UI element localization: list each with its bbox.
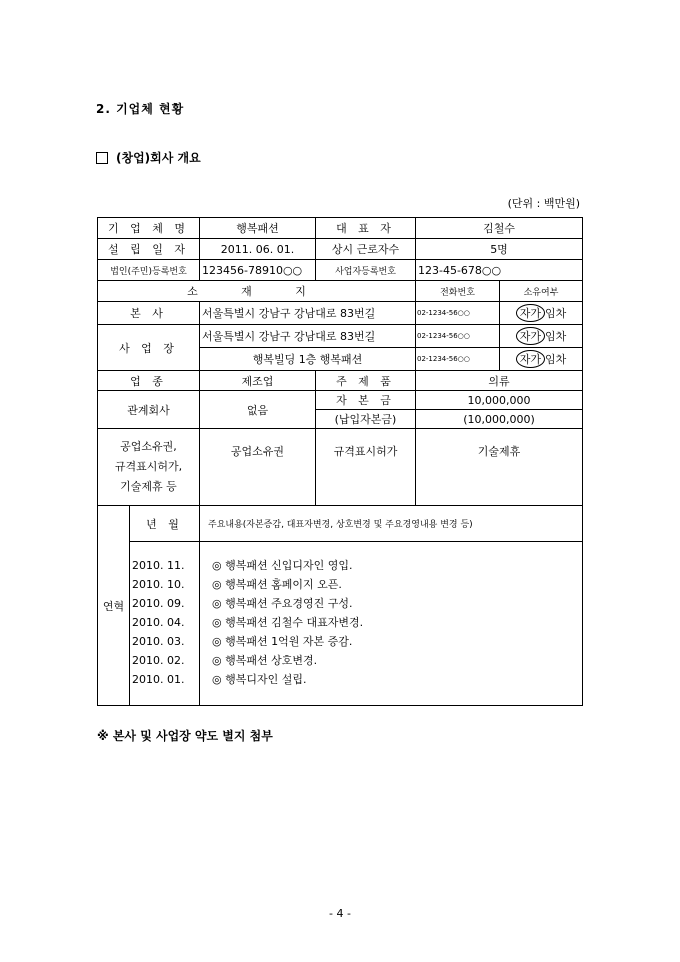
employees-label: 상시 근로자수	[316, 239, 416, 260]
ceo-label: 대 표 자	[316, 218, 416, 239]
location-label: 소 재 지	[98, 281, 416, 302]
ip-value-3: 기술제휴	[416, 429, 583, 506]
ip-label-line: 규격표시허가,	[114, 460, 183, 473]
site-phone-1: 02-1234-56○○	[416, 325, 500, 348]
paid-capital-label: (납입자본금)	[316, 410, 416, 429]
hq-ownership	[500, 302, 583, 325]
site-ownership-1	[500, 325, 583, 348]
site-address-1: 서울특별시 강남구 강남대로 83번길	[200, 325, 416, 348]
history-date: 2010. 01.	[132, 673, 185, 686]
history-label: 연혁	[98, 506, 130, 706]
company-overview-table	[97, 217, 583, 706]
history-date: 2010. 02.	[132, 654, 185, 667]
history-dates	[130, 542, 200, 706]
phone-label: 전화번호	[416, 281, 500, 302]
history-event: ◎ 행복패션 신입디자인 영입.	[212, 559, 353, 572]
industry-label: 업 종	[98, 371, 200, 391]
hq-address: 서울특별시 강남구 강남대로 83번길	[200, 302, 416, 325]
history-event: ◎ 행복패션 상호변경.	[212, 654, 318, 667]
site-own-rest-2: 임차	[545, 353, 567, 366]
unit-label: (단위 : 백만원)	[507, 197, 580, 210]
product-value: 의류	[416, 371, 583, 391]
paid-capital-value: (10,000,000)	[416, 410, 583, 429]
history-event: ◎ 행복패션 홈페이지 오픈.	[212, 578, 342, 591]
corp-reg-value: 123456-78910○○	[200, 260, 316, 281]
hq-label: 본 사	[98, 302, 200, 325]
capital-value: 10,000,000	[416, 391, 583, 410]
site-own-circled-1: 자가	[516, 327, 545, 345]
hq-phone: 02-1234-56○○	[416, 302, 500, 325]
hq-own-circled: 자가	[516, 304, 545, 322]
hq-own-rest: 임차	[545, 307, 567, 320]
product-label: 주 제 품	[316, 371, 416, 391]
founded-value: 2011. 06. 01.	[200, 239, 316, 260]
site-phone-2: 02-1234-56○○	[416, 348, 500, 371]
biz-reg-value: 123-45-678○○	[416, 260, 583, 281]
founded-label: 설 립 일 자	[98, 239, 200, 260]
company-name-value: 행복패션	[200, 218, 316, 239]
biz-reg-label: 사업자등록번호	[316, 260, 416, 281]
ip-label-line: 기술제휴 등	[120, 480, 177, 493]
section-heading: 2. 기업체 현황	[96, 102, 185, 116]
capital-label: 자 본 금	[316, 391, 416, 410]
ip-value-1: 공업소유권	[200, 429, 316, 506]
history-content-header: 주요내용(자본증감, 대표자변경, 상호변경 및 주요경영내용 변경 등)	[200, 506, 583, 542]
site-own-rest-1: 임차	[545, 330, 567, 343]
history-date: 2010. 11.	[132, 559, 185, 572]
sub-heading-text: (창업)회사 개요	[116, 151, 201, 165]
ip-label	[98, 429, 200, 506]
site-ownership-2	[500, 348, 583, 371]
history-event: ◎ 행복패션 1억원 자본 증감.	[212, 635, 353, 648]
attachment-note: ※ 본사 및 사업장 약도 별지 첨부	[97, 729, 273, 743]
affiliate-value: 없음	[200, 391, 316, 429]
site-label: 사 업 장	[98, 325, 200, 371]
site-own-circled-2: 자가	[516, 350, 545, 368]
history-events	[200, 542, 583, 706]
page-number: - 4 -	[329, 907, 351, 920]
history-date: 2010. 09.	[132, 597, 185, 610]
ip-value-2: 규격표시허가	[316, 429, 416, 506]
corp-reg-label: 법인(주민)등록번호	[98, 260, 200, 281]
company-name-label: 기 업 체 명	[98, 218, 200, 239]
ip-label-line: 공업소유권,	[120, 440, 177, 453]
history-date-header: 년 월	[130, 506, 200, 542]
sub-heading	[96, 149, 201, 166]
checkbox-square-icon	[96, 152, 108, 164]
history-date: 2010. 04.	[132, 616, 185, 629]
site-address-2: 행복빌딩 1층 행복패션	[200, 348, 416, 371]
history-date: 2010. 03.	[132, 635, 185, 648]
ceo-value: 김철수	[416, 218, 583, 239]
ownership-label: 소유여부	[500, 281, 583, 302]
industry-value: 제조업	[200, 371, 316, 391]
history-event: ◎ 행복패션 김철수 대표자변경.	[212, 616, 364, 629]
employees-value: 5명	[416, 239, 583, 260]
history-event: ◎ 행복디자인 설립.	[212, 673, 307, 686]
affiliate-label: 관계회사	[98, 391, 200, 429]
history-date: 2010. 10.	[132, 578, 185, 591]
history-event: ◎ 행복패션 주요경영진 구성.	[212, 597, 353, 610]
